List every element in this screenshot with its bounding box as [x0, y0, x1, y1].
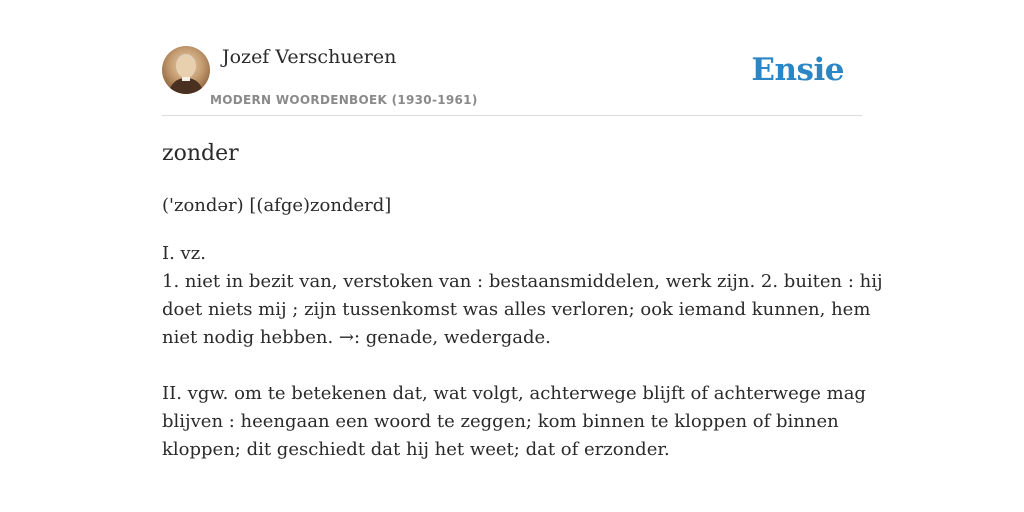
divider: [162, 115, 862, 116]
author-avatar[interactable]: [162, 46, 210, 94]
definition-line: kloppen; dit geschiedt dat hij het weet; dat of erzonder.: [162, 439, 670, 460]
definition-line: II. vgw. om te betekenen dat, wat volgt, achterwege blijft of achterwege mag: [162, 383, 866, 404]
pronunciation: ('zondər) [(afge)zonderd]: [162, 195, 392, 216]
source-label: MODERN WOORDENBOEK (1930-1961): [210, 93, 478, 107]
definition-line: doet niets mij ; zijn tussenkomst was alles verloren; ook iemand kunnen, hem: [162, 299, 871, 320]
definition-line: blijven : heengaan een woord te zeggen; kom binnen te kloppen of binnen: [162, 411, 839, 432]
definition-line: I. vz.: [162, 243, 206, 264]
definition: [162, 240, 883, 464]
definition-line: 1. niet in bezit van, verstoken van : bestaansmiddelen, werk zijn. 2. buiten : hij: [162, 271, 883, 292]
definition-line: niet nodig hebben. →: genade, wedergade.: [162, 327, 551, 348]
paragraph-gap: [162, 352, 862, 380]
entry-card: [162, 0, 883, 512]
brand-logo[interactable]: Ensie: [751, 52, 844, 88]
author-name[interactable]: Jozef Verschueren: [222, 46, 397, 68]
headword: zonder: [162, 141, 239, 166]
